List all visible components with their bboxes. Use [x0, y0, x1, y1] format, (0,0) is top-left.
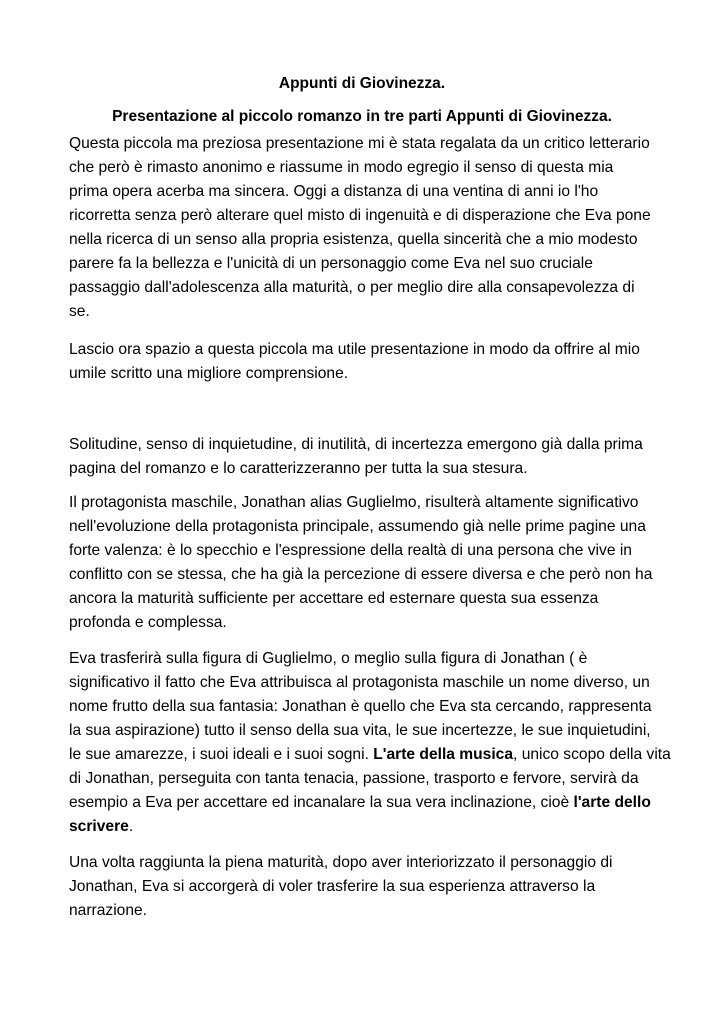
paragraph-line: [69, 815, 679, 839]
paragraph-line: Lascio ora spazio a questa piccola ma utile presentazione in modo da offrire al mio: [69, 341, 640, 358]
paragraph-line: nome frutto della sua fantasia: Jonathan è quello che Eva sta cercando, rappresenta: [69, 698, 652, 715]
paragraph-line: forte valenza: è lo specchio e l'espressione della realtà di una persona che vive in: [69, 542, 632, 559]
paragraph-line: che però è rimasto anonimo e riassume in modo egregio il senso di questa mia: [69, 159, 614, 176]
paragraph-line: Questa piccola ma preziosa presentazione mi è stata regalata da un critico letterario: [69, 135, 650, 152]
paragraph: [69, 491, 679, 635]
paragraph-line: Una volta raggiunta la piena maturità, dopo aver interiorizzato il personaggio di: [69, 854, 613, 871]
paragraph-line: narrazione.: [69, 902, 148, 919]
paragraph-line: prima opera acerba ma sincera. Oggi a distanza di una ventina di anni io l'ho: [69, 183, 599, 200]
paragraph: [69, 647, 679, 839]
paragraph-line: [69, 791, 679, 815]
paragraph-line: significativo il fatto che Eva attribuisca al protagonista maschile un nome diverso, un: [69, 674, 650, 691]
paragraph-line: Solitudine, senso di inquietudine, di inutilità, di incertezza emergono già dalla prima: [69, 436, 643, 453]
paragraph-line: Eva trasferirà sulla figura di Guglielmo, o meglio sulla figura di Jonathan ( è: [69, 650, 588, 667]
bold-emphasis: L'arte della musica: [373, 746, 514, 763]
paragraph-line: passaggio dall'adolescenza alla maturità, o per meglio dire alla consapevolezza di: [69, 279, 635, 296]
paragraph: [69, 132, 679, 324]
paragraph: [69, 433, 679, 481]
document-title: Appunti di Giovinezza.: [278, 75, 446, 92]
line-text: , unico scopo della vita: [513, 746, 671, 763]
paragraph-line: [69, 743, 679, 767]
document-subtitle: Presentazione al piccolo romanzo in tre parti Appunti di Giovinezza.: [112, 108, 612, 125]
paragraph-line: ricorretta senza però alterare quel misto di ingenuità e di disperazione che Eva pone: [69, 207, 651, 224]
paragraph-line: pagina del romanzo e lo caratterizzeranno per tutta la sua stesura.: [69, 460, 528, 477]
line-text: le sue amarezze, i suoi ideali e i suoi sogni.: [69, 746, 374, 763]
bold-emphasis: scrivere: [69, 818, 129, 835]
paragraph-line: umile scritto una migliore comprensione.: [69, 365, 349, 382]
paragraph-line: Jonathan, Eva si accorgerà di voler trasferire la sua esperienza attraverso la: [69, 878, 596, 895]
paragraph: [69, 338, 679, 386]
paragraph-line: la sua aspirazione) tutto il senso della sua vita, le sue incertezze, le sue inquietudini,: [69, 722, 651, 739]
paragraph-line: ancora la maturità sufficiente per accettare ed esternare questa sua essenza: [69, 590, 599, 607]
paragraph-line: nell'evoluzione della protagonista principale, assumendo già nelle prime pagine una: [69, 518, 646, 535]
paragraph-line: conflitto con se stessa, che ha già la percezione di essere diversa e che però non ha: [69, 566, 653, 583]
paragraph-line: se.: [69, 303, 90, 320]
line-text: esempio a Eva per accettare ed incanalare la sua vera inclinazione, cioè: [69, 794, 574, 811]
paragraph-line: parere fa la bellezza e l'unicità di un personaggio come Eva nel suo cruciale: [69, 255, 593, 272]
paragraph-line: nella ricerca di un senso alla propria esistenza, quella sincerità che a mio modesto: [69, 231, 638, 248]
paragraph-line: Il protagonista maschile, Jonathan alias Guglielmo, risulterà altamente significativo: [69, 494, 639, 511]
bold-emphasis: l'arte dello: [573, 794, 651, 811]
paragraph-line: di Jonathan, perseguita con tanta tenacia, passione, trasporto e fervore, servirà da: [69, 770, 639, 787]
paragraph: [69, 851, 679, 923]
line-text: .: [128, 818, 134, 835]
paragraph-line: profonda e complessa.: [69, 614, 227, 631]
